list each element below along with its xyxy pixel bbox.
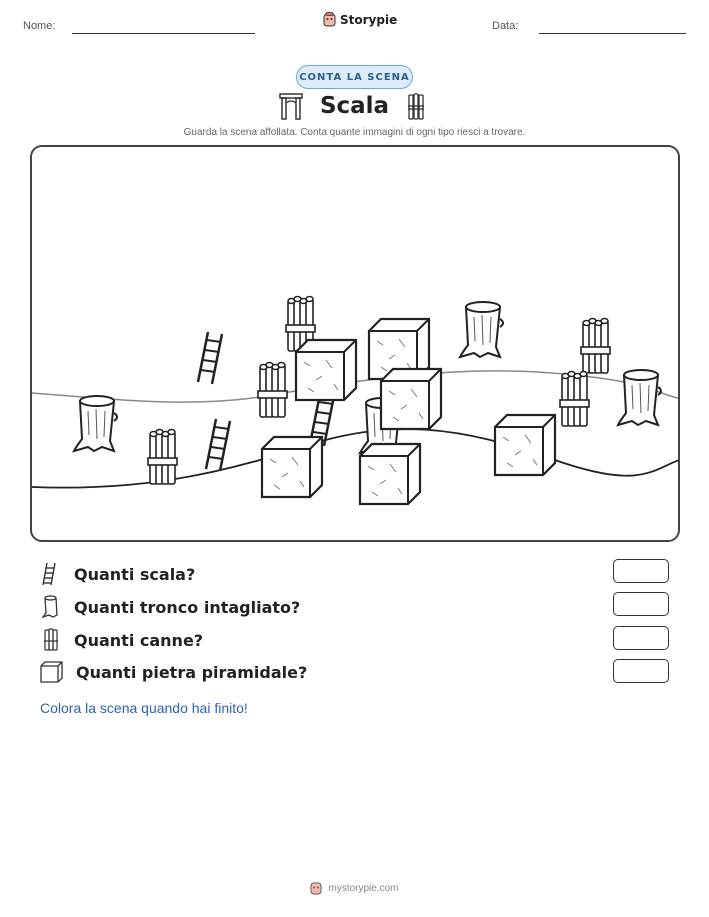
reeds-icon: [406, 91, 426, 121]
name-label: Nome:: [23, 20, 56, 32]
brand-name: Storypie: [340, 12, 398, 27]
scene-drawing: [32, 147, 680, 542]
question-stone: [40, 661, 307, 683]
brand-logo: [323, 12, 397, 27]
storypie-mascot-icon: [323, 12, 336, 27]
question-label: Quanti tronco intagliato?: [74, 597, 301, 617]
answer-box-reeds[interactable]: [613, 626, 669, 650]
instructions: Guarda la scena affollata. Conta quante immagini di ogni tipo riesci a trovare.: [183, 127, 526, 138]
date-field[interactable]: [539, 33, 686, 34]
question-label: Quanti scala?: [74, 564, 196, 584]
date-label: Data:: [492, 20, 519, 32]
question-label: Quanti pietra piramidale?: [76, 662, 308, 682]
question-ladder: [40, 562, 195, 586]
color-instruction: Colora la scena quando hai finito!: [40, 700, 248, 716]
storypie-mascot-icon: [310, 881, 322, 895]
reeds-icon: [40, 628, 62, 652]
counting-scene: [30, 145, 680, 542]
answer-box-log[interactable]: [613, 592, 669, 616]
ladder-icon: [40, 562, 62, 586]
footer: [0, 881, 709, 895]
question-carved-log: [40, 595, 300, 619]
question-label: Quanti canne?: [74, 630, 204, 650]
footer-url[interactable]: mystorypie.com: [328, 882, 399, 894]
section-pill: CONTA LA SCENA: [296, 65, 413, 89]
carved-log-icon: [40, 595, 62, 619]
stone-block-icon: [40, 661, 64, 683]
answer-box-ladder[interactable]: [613, 559, 669, 583]
page-title: Scala: [319, 93, 390, 119]
question-reeds: [40, 628, 203, 652]
answer-box-stone[interactable]: [613, 659, 669, 683]
name-field[interactable]: [72, 33, 255, 34]
